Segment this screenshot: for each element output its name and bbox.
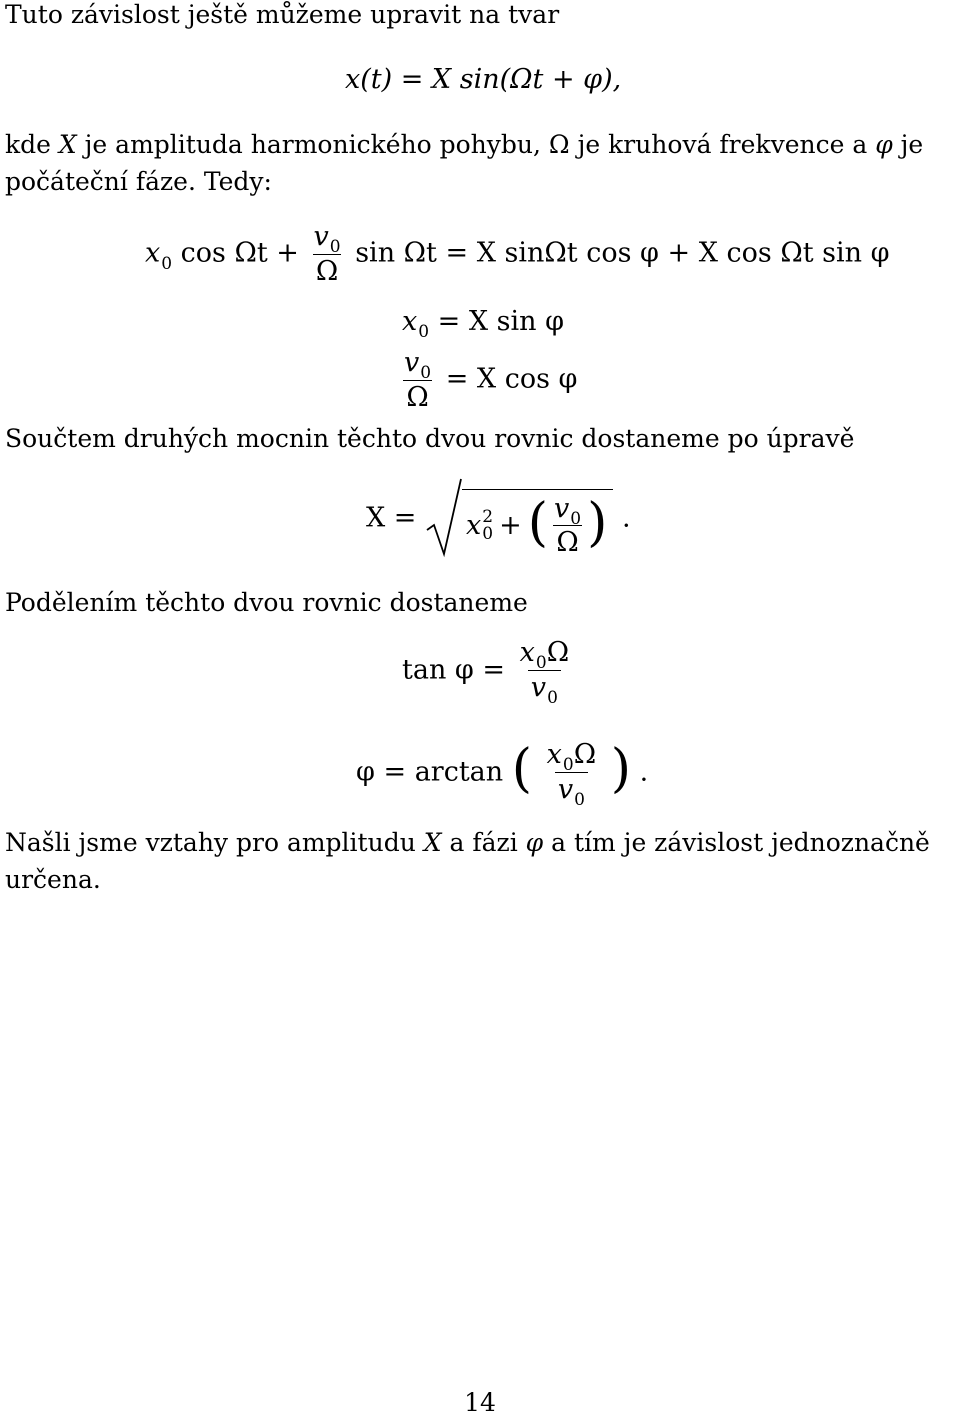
equation-amplitude: X = x 2 0 + ( $\frac{v_0}{\Omega}$ ) . bbox=[366, 478, 631, 558]
definition-paragraph-line1 bbox=[5, 126, 957, 163]
eq5-fraction bbox=[551, 494, 584, 558]
eq7-fraction bbox=[544, 739, 599, 810]
conclusion-paragraph-line2: určena. bbox=[5, 865, 101, 894]
definition-paragraph-line2: počáteční fáze. Tedy: bbox=[5, 167, 272, 196]
intro-paragraph: Tuto závislost ještě můžeme upravit na tvar bbox=[5, 0, 560, 29]
equation-phi-arctan: φ = arctan ( $\frac{x_0\Omega}{v_0}$ ) . bbox=[356, 739, 649, 810]
eq5-fraction-denominator: Ω bbox=[553, 525, 581, 558]
sum-squares-paragraph: Součtem druhých mocnin těchto dvou rovnic dostaneme po úpravě bbox=[5, 424, 855, 453]
symbol-phi-2: φ bbox=[525, 828, 544, 857]
definition-text-a: je amplituda harmonického pohybu, bbox=[84, 130, 541, 159]
conclusion-paragraph-line1: Našli jsme vztahy pro amplitudu X a fázi φ a tím je závislost jednoznačně bbox=[5, 828, 930, 857]
eq6-fraction-numerator: $x_0\Omega$ bbox=[519, 637, 570, 673]
eq6-fraction bbox=[517, 637, 572, 708]
symbol-phi: φ bbox=[875, 130, 893, 159]
division-paragraph: Podělením těchto dvou rovnic dostaneme bbox=[5, 588, 528, 617]
equation-expansion bbox=[145, 222, 890, 286]
equation-x0: $x_0 = X$ sin φ bbox=[402, 306, 565, 342]
definition-word-kde: kde bbox=[5, 130, 51, 159]
eq2-x-subscript: 0 bbox=[161, 253, 173, 274]
eq5-lhs: X = bbox=[366, 502, 417, 534]
equation-motion: x(t) = X sin(Ωt + φ), bbox=[345, 64, 622, 95]
equation-tan-phi bbox=[402, 637, 575, 708]
eq4-fraction bbox=[401, 348, 434, 412]
eq6-lhs: tan φ = bbox=[402, 654, 506, 686]
radicand: x 2 0 + ( $\frac{v_0}{\Omega}$ ) bbox=[462, 489, 613, 558]
eq7-lhs: φ = arctan bbox=[356, 756, 504, 788]
eq7-fraction-denominator: $v_0$ bbox=[555, 772, 588, 805]
eq2-fraction-denominator: Ω bbox=[313, 254, 341, 287]
symbol-amplitude-2: X bbox=[423, 828, 442, 857]
page-number: 14 bbox=[464, 1388, 496, 1417]
eq7-fraction-numerator: $x_0\Omega$ bbox=[546, 739, 597, 775]
square-root bbox=[425, 478, 613, 558]
eq6-fraction-denominator: $v_0$ bbox=[528, 670, 561, 703]
definition-text-b: je kruhová frekvence a bbox=[577, 130, 868, 159]
definition-text-c: je bbox=[900, 130, 924, 159]
eq3-rhs: = X sin φ bbox=[437, 306, 565, 337]
eq2-rest: sin Ωt = X sinΩt cos φ + X cos Ωt sin φ bbox=[355, 237, 890, 269]
eq4-rhs: = X cos φ bbox=[445, 363, 578, 395]
eq2-x: x bbox=[145, 237, 161, 269]
radical-sign bbox=[425, 478, 463, 558]
eq2-cos-term: cos Ωt + bbox=[180, 237, 299, 269]
eq2-fraction-numerator: $v_0$ bbox=[313, 221, 341, 257]
eq2-fraction bbox=[311, 222, 344, 286]
eq4-fraction-numerator: $v_0$ bbox=[404, 347, 432, 383]
equation-v0-over-omega bbox=[398, 348, 577, 412]
symbol-omega: Ω bbox=[548, 130, 570, 159]
eq5-fraction-numerator: $v_0$ bbox=[554, 492, 582, 529]
eq4-fraction-denominator: Ω bbox=[403, 380, 431, 413]
symbol-amplitude: X bbox=[58, 130, 77, 159]
